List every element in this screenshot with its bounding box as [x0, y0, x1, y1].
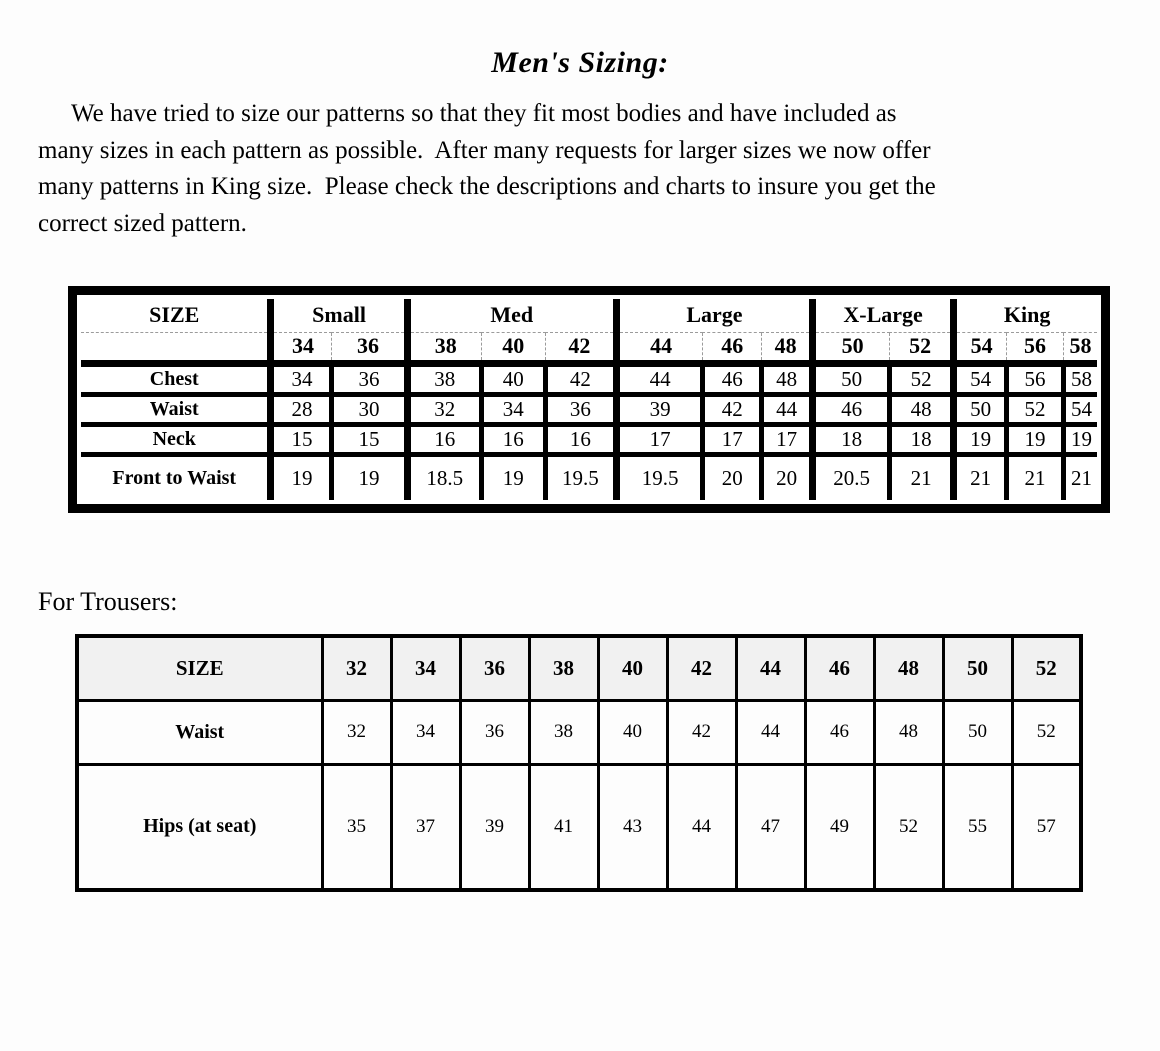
- intro-line: correct sized pattern.: [38, 209, 247, 237]
- data-cell: 16: [545, 424, 616, 454]
- data-cell: 44: [616, 363, 702, 394]
- data-cell: 16: [481, 424, 545, 454]
- data-cell: 39: [616, 394, 702, 424]
- data-cell: 42: [667, 700, 736, 764]
- data-cell: 19: [332, 454, 407, 500]
- data-cell: 50: [954, 394, 1007, 424]
- size-header-cell: 42: [667, 636, 736, 700]
- mens-sizing-table-frame: [68, 286, 1110, 513]
- data-cell: 42: [545, 363, 616, 394]
- sizing-table-body: [81, 363, 1097, 500]
- data-cell: 52: [1007, 394, 1064, 424]
- trousers-table: [75, 634, 1083, 892]
- data-cell: 19: [1007, 424, 1064, 454]
- row-label: Waist: [81, 394, 271, 424]
- data-cell: 55: [943, 764, 1012, 890]
- data-cell: 20: [762, 454, 813, 500]
- size-header-cell: 48: [762, 332, 813, 363]
- size-group-header: Small: [271, 299, 407, 332]
- size-header-cell: 54: [954, 332, 1007, 363]
- size-group-header: Large: [616, 299, 812, 332]
- size-header-cell: 40: [481, 332, 545, 363]
- data-cell: 18: [812, 424, 889, 454]
- table-row: [81, 394, 1097, 424]
- size-number-header-row: [81, 332, 1097, 363]
- size-header-cell: 50: [812, 332, 889, 363]
- data-cell: 47: [736, 764, 805, 890]
- data-cell: 19: [1063, 424, 1097, 454]
- data-cell: 19: [481, 454, 545, 500]
- sizing-corner-label: SIZE: [81, 299, 271, 332]
- sizing-corner-blank: [81, 332, 271, 363]
- table-row: [81, 363, 1097, 394]
- data-cell: 46: [812, 394, 889, 424]
- mens-sizing-table: [81, 299, 1097, 500]
- intro-line: many sizes in each pattern as possible. After many requests for larger sizes we now offer: [38, 136, 931, 164]
- table-row: [77, 764, 1081, 890]
- size-group-header: Med: [407, 299, 616, 332]
- data-cell: 15: [271, 424, 332, 454]
- trousers-corner-label: SIZE: [77, 636, 322, 700]
- row-label: Neck: [81, 424, 271, 454]
- data-cell: 34: [271, 363, 332, 394]
- data-cell: 48: [874, 700, 943, 764]
- data-cell: 58: [1063, 363, 1097, 394]
- data-cell: 19.5: [545, 454, 616, 500]
- data-cell: 37: [391, 764, 460, 890]
- size-header-cell: 56: [1007, 332, 1064, 363]
- data-cell: 50: [943, 700, 1012, 764]
- trousers-table-body: [77, 700, 1081, 890]
- data-cell: 56: [1007, 363, 1064, 394]
- data-cell: 52: [874, 764, 943, 890]
- data-cell: 46: [703, 363, 762, 394]
- data-cell: 19: [954, 424, 1007, 454]
- size-group-header: King: [954, 299, 1097, 332]
- size-header-cell: 36: [460, 636, 529, 700]
- data-cell: 54: [954, 363, 1007, 394]
- data-cell: 21: [890, 454, 954, 500]
- size-header-cell: 58: [1063, 332, 1097, 363]
- table-row: [81, 424, 1097, 454]
- size-header-cell: 32: [322, 636, 391, 700]
- data-cell: 44: [736, 700, 805, 764]
- size-header-cell: 50: [943, 636, 1012, 700]
- trousers-heading: For Trousers:: [38, 587, 178, 616]
- data-cell: 39: [460, 764, 529, 890]
- data-cell: 21: [1007, 454, 1064, 500]
- data-cell: 20: [703, 454, 762, 500]
- data-cell: 43: [598, 764, 667, 890]
- data-cell: 32: [407, 394, 481, 424]
- data-cell: 38: [407, 363, 481, 394]
- size-header-cell: 38: [529, 636, 598, 700]
- data-cell: 18: [890, 424, 954, 454]
- data-cell: 17: [762, 424, 813, 454]
- data-cell: 49: [805, 764, 874, 890]
- size-header-cell: 36: [332, 332, 407, 363]
- data-cell: 42: [703, 394, 762, 424]
- data-cell: 28: [271, 394, 332, 424]
- data-cell: 52: [1012, 700, 1081, 764]
- row-label: Front to Waist: [81, 454, 271, 500]
- table-row: [81, 454, 1097, 500]
- data-cell: 44: [667, 764, 736, 890]
- data-cell: 36: [332, 363, 407, 394]
- size-group-header: X-Large: [812, 299, 953, 332]
- size-header-cell: 52: [1012, 636, 1081, 700]
- row-label: Hips (at seat): [77, 764, 322, 890]
- data-cell: 21: [1063, 454, 1097, 500]
- size-header-cell: 44: [736, 636, 805, 700]
- data-cell: 34: [391, 700, 460, 764]
- size-group-header-row: [81, 299, 1097, 332]
- size-header-cell: 46: [805, 636, 874, 700]
- data-cell: 18.5: [407, 454, 481, 500]
- size-header-cell: 52: [890, 332, 954, 363]
- data-cell: 20.5: [812, 454, 889, 500]
- trousers-header-row: [77, 636, 1081, 700]
- intro-line: We have tried to size our patterns so that they fit most bodies and have included as: [71, 100, 897, 127]
- data-cell: 38: [529, 700, 598, 764]
- data-cell: 17: [703, 424, 762, 454]
- data-cell: 16: [407, 424, 481, 454]
- data-cell: 54: [1063, 394, 1097, 424]
- data-cell: 50: [812, 363, 889, 394]
- row-label: Waist: [77, 700, 322, 764]
- size-header-cell: 46: [703, 332, 762, 363]
- data-cell: 41: [529, 764, 598, 890]
- data-cell: 19: [271, 454, 332, 500]
- data-cell: 35: [322, 764, 391, 890]
- data-cell: 19.5: [616, 454, 702, 500]
- size-header-cell: 44: [616, 332, 702, 363]
- data-cell: 17: [616, 424, 702, 454]
- data-cell: 46: [805, 700, 874, 764]
- size-header-cell: 34: [271, 332, 332, 363]
- row-label: Chest: [81, 363, 271, 394]
- data-cell: 44: [762, 394, 813, 424]
- data-cell: 32: [322, 700, 391, 764]
- data-cell: 48: [762, 363, 813, 394]
- data-cell: 21: [954, 454, 1007, 500]
- intro-line: many patterns in King size. Please check the descriptions and charts to insure you get the: [38, 173, 936, 200]
- page-title: Men's Sizing:: [491, 46, 669, 79]
- table-row: [77, 700, 1081, 764]
- data-cell: 48: [890, 394, 954, 424]
- data-cell: 15: [332, 424, 407, 454]
- data-cell: 36: [460, 700, 529, 764]
- size-header-cell: 42: [545, 332, 616, 363]
- data-cell: 34: [481, 394, 545, 424]
- data-cell: 40: [481, 363, 545, 394]
- data-cell: 40: [598, 700, 667, 764]
- size-header-cell: 40: [598, 636, 667, 700]
- size-header-cell: 38: [407, 332, 481, 363]
- size-header-cell: 48: [874, 636, 943, 700]
- data-cell: 30: [332, 394, 407, 424]
- intro-paragraph: [38, 96, 1132, 242]
- data-cell: 57: [1012, 764, 1081, 890]
- size-header-cell: 34: [391, 636, 460, 700]
- data-cell: 36: [545, 394, 616, 424]
- data-cell: 52: [890, 363, 954, 394]
